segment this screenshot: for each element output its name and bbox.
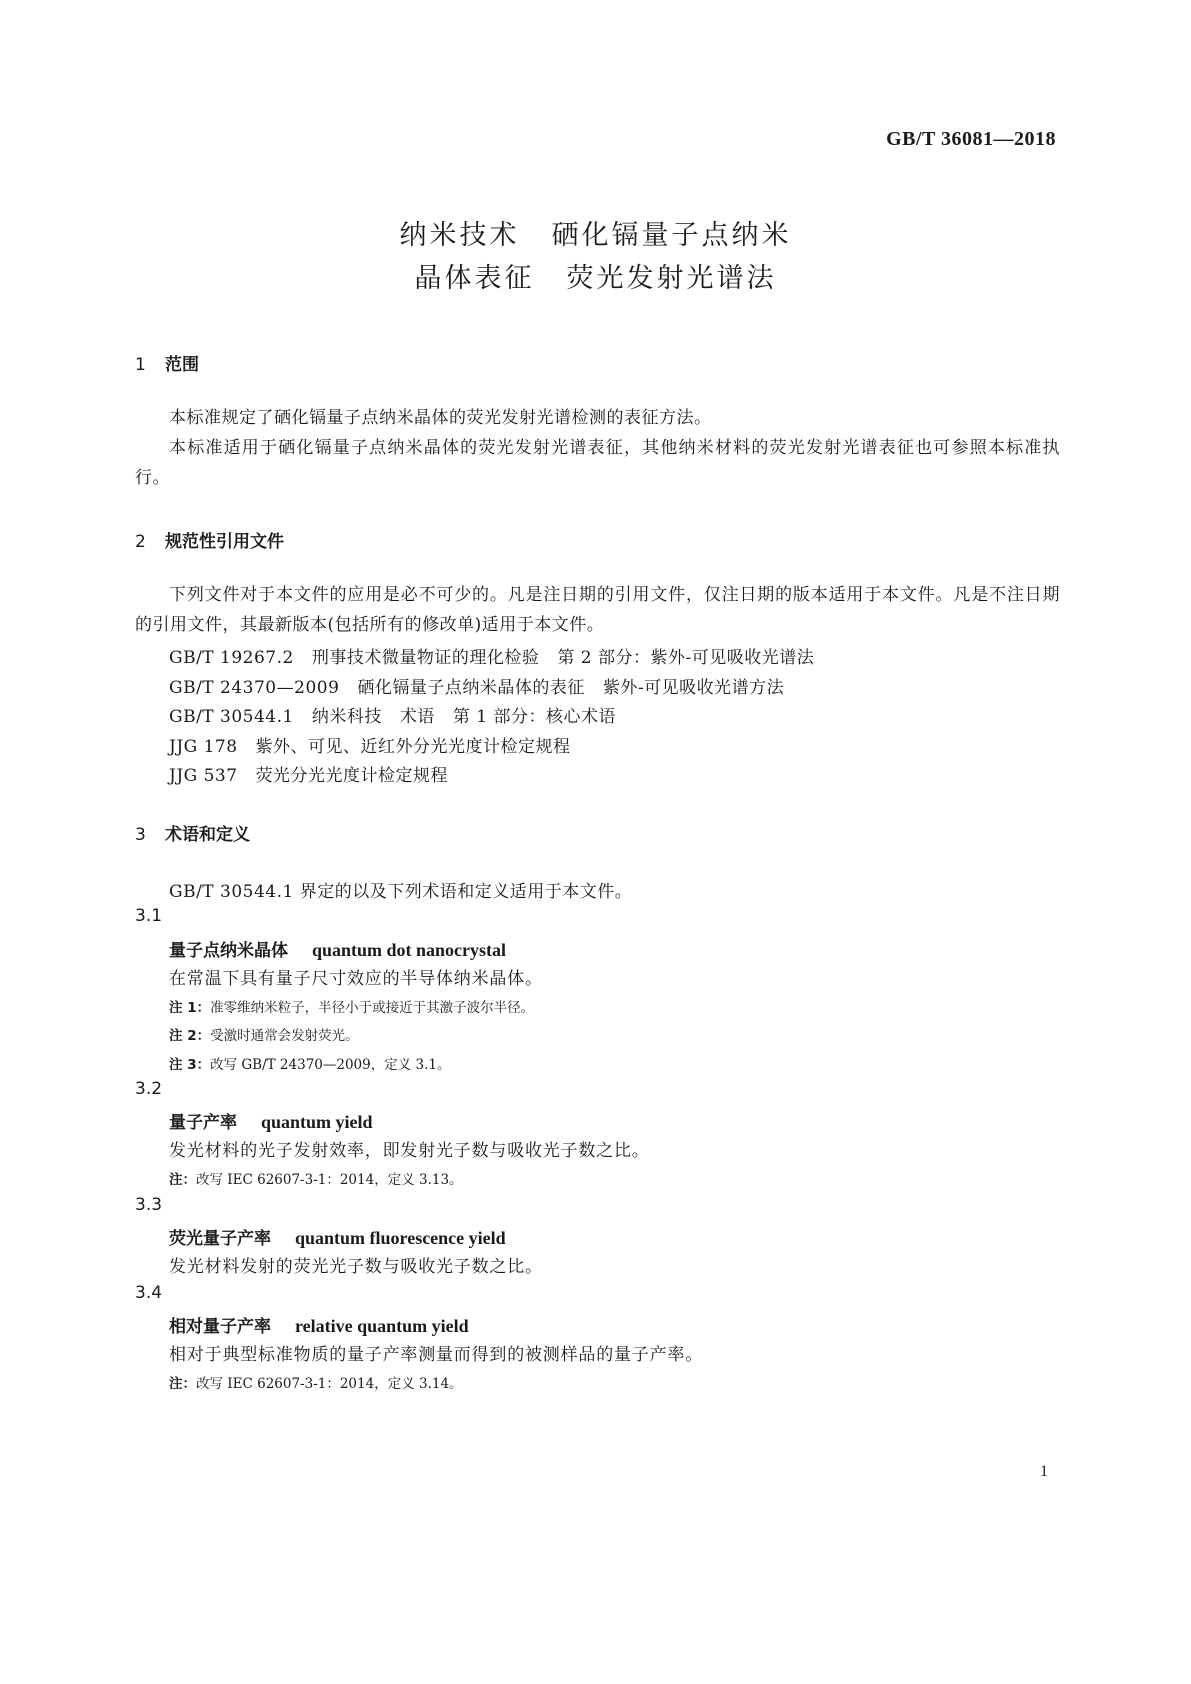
- note-label: 注：: [169, 1172, 196, 1188]
- reference-item: [169, 673, 784, 698]
- reference-code: JJG 537: [169, 766, 238, 786]
- term-definition: 在常温下具有量子尺寸效应的半导体纳米晶体。: [169, 969, 543, 989]
- section-heading-terms: [135, 820, 250, 845]
- reference-part: 第 2 部分：紫外-可见吸收光谱法: [557, 648, 815, 668]
- reference-title: 纳米科技: [311, 707, 382, 727]
- reference-item: [169, 643, 814, 668]
- reference-item: [169, 732, 571, 757]
- reference-title: 硒化镉量子点纳米晶体的表征: [357, 678, 585, 698]
- page-title-line-2: [0, 256, 1191, 295]
- title-part: 纳米技术: [399, 220, 520, 251]
- term-en: quantum dot nanocrystal: [312, 940, 507, 960]
- term-zh: 荧光量子产率: [169, 1229, 271, 1249]
- reference-title: 刑事技术微量物证的理化检验: [311, 648, 540, 668]
- reference-title: 紫外、可见、近红外分光光度计检定规程: [255, 737, 571, 757]
- note: [169, 1024, 359, 1044]
- term-definition: 发光材料发射的荧光光子数与吸收光子数之比。: [169, 1257, 543, 1277]
- note-label: 注 1：: [169, 1000, 211, 1016]
- term-heading: [169, 1224, 506, 1249]
- note: [169, 1053, 451, 1073]
- reference-title: 荧光分光光度计检定规程: [255, 766, 449, 786]
- reference-item: [169, 761, 448, 786]
- note-text: 改写 GB/T 24370—2009，定义 3.1。: [210, 1057, 451, 1073]
- reference-item: [169, 702, 616, 727]
- term-zh: 相对量子产率: [169, 1317, 271, 1337]
- note-text: 受激时通常会发射荧光。: [210, 1028, 359, 1044]
- note-text: 改写 IEC 62607-3-1：2014，定义 3.13。: [196, 1172, 463, 1188]
- note: [169, 1168, 463, 1188]
- title-part: 晶体表征: [414, 263, 535, 294]
- term-heading: [169, 1312, 469, 1337]
- page-title-line-1: [0, 213, 1191, 252]
- title-part: 硒化镉量子点纳米: [551, 220, 792, 251]
- title-part: 荧光发射光谱法: [566, 263, 777, 294]
- reference-part: 第 1 部分：核心术语: [452, 707, 616, 727]
- note-label: 注 3：: [169, 1057, 211, 1073]
- reference-code: GB/T 24370—2009: [169, 678, 340, 698]
- standard-code: GB/T 36081—2018: [886, 128, 1056, 150]
- term-en: quantum fluorescence yield: [295, 1228, 506, 1248]
- term-definition: 发光材料的光子发射效率，即发射光子数与吸收光子数之比。: [169, 1141, 650, 1161]
- term-number: 3.4: [135, 1283, 163, 1303]
- reference-code: GB/T 19267.2: [169, 648, 294, 668]
- term-en: relative quantum yield: [295, 1316, 469, 1336]
- section-title: 术语和定义: [165, 825, 250, 845]
- term-zh: 量子产率: [169, 1113, 237, 1133]
- note-label: 注：: [169, 1376, 196, 1392]
- note: [169, 1372, 463, 1392]
- note: [169, 996, 534, 1016]
- term-number: 3.3: [135, 1195, 163, 1215]
- term-heading: [169, 1108, 373, 1133]
- section-title: 范围: [165, 355, 199, 375]
- paragraph: GB/T 30544.1 界定的以及下列术语和定义适用于本文件。: [169, 882, 633, 902]
- section-heading-scope: [135, 350, 199, 375]
- section-title: 规范性引用文件: [165, 532, 284, 552]
- term-definition: 相对于典型标准物质的量子产率测量而得到的被测样品的量子产率。: [169, 1345, 703, 1365]
- section-number: 2: [135, 532, 146, 552]
- section-number: 1: [135, 355, 146, 375]
- page-number: 1: [1040, 1463, 1048, 1480]
- paragraph: 本标准适用于硒化镉量子点纳米晶体的荧光发射光谱表征，其他纳米材料的荧光发射光谱表征也可参照本标准执行。: [135, 438, 1060, 488]
- note-text: 改写 IEC 62607-3-1：2014，定义 3.14。: [196, 1376, 463, 1392]
- paragraph: 本标准规定了硒化镉量子点纳米晶体的荧光发射光谱检测的表征方法。: [169, 408, 712, 428]
- reference-part: 术语: [399, 707, 435, 727]
- term-zh: 量子点纳米晶体: [169, 941, 288, 961]
- section-heading-normative-references: [135, 527, 284, 552]
- term-number: 3.1: [135, 906, 163, 926]
- term-heading: [169, 936, 506, 961]
- section-number: 3: [135, 825, 146, 845]
- reference-code: GB/T 30544.1: [169, 707, 294, 727]
- note-label: 注 2：: [169, 1028, 211, 1044]
- term-en: quantum yield: [261, 1112, 373, 1132]
- paragraph: 下列文件对于本文件的应用是必不可少的。凡是注日期的引用文件，仅注日期的版本适用于本文件。凡是不注日期的引用文件，其最新版本(包括所有的修改单)适用于本文件。: [135, 585, 1060, 635]
- reference-code: JJG 178: [169, 737, 238, 757]
- reference-part: 紫外-可见吸收光谱方法: [602, 678, 785, 698]
- note-text: 准零维纳米粒子，半径小于或接近于其激子波尔半径。: [210, 1000, 535, 1016]
- term-number: 3.2: [135, 1079, 163, 1099]
